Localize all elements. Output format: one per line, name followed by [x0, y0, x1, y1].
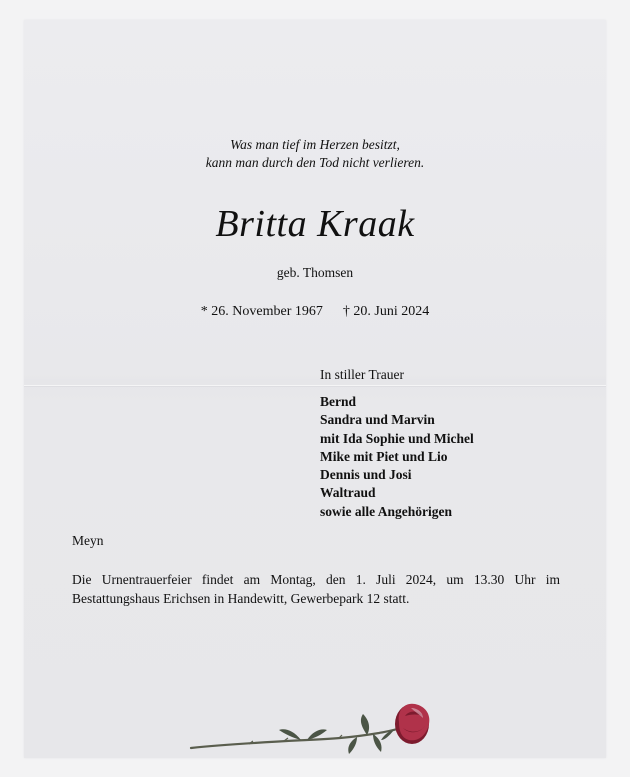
card-fold-line: [24, 385, 606, 386]
motto-line-1: Was man tief im Herzen besitzt,: [230, 137, 400, 152]
mourner-name: Waltraud: [320, 485, 376, 501]
obituary-card: [24, 20, 606, 758]
life-dates: [24, 304, 606, 320]
deceased-name: Britta Kraak: [215, 203, 415, 245]
mourner-name: Mike mit Piet und Lio: [320, 448, 448, 464]
maiden-name: geb. Thomsen: [276, 265, 354, 280]
mourner-name: mit Ida Sophie und Michel: [320, 430, 474, 446]
mourner-name: Bernd: [320, 394, 357, 409]
motto-line-2: kann man durch den Tod nicht verlieren.: [205, 155, 425, 170]
birth-date: * 26. November 1967: [200, 304, 323, 319]
mourning-intro: In stiller Trauer: [320, 367, 404, 382]
motto-quote: [24, 136, 606, 172]
funeral-notice: Die Urnentrauerfeier findet am Montag, den 1. Juli 2024, um 13.30 Uhr im Bestattungshaus Erichsen in Handewitt, Gewerbepark 12 statt.: [72, 572, 560, 606]
place-name: Meyn: [72, 533, 104, 548]
mourner-list: [320, 393, 474, 521]
mourner-name: Dennis und Josi: [320, 467, 412, 483]
mourner-name: sowie alle Angehörigen: [320, 503, 452, 519]
rose-icon: [189, 700, 439, 758]
mourner-name: Sandra und Marvin: [320, 412, 435, 428]
death-date: † 20. Juni 2024: [342, 304, 430, 319]
